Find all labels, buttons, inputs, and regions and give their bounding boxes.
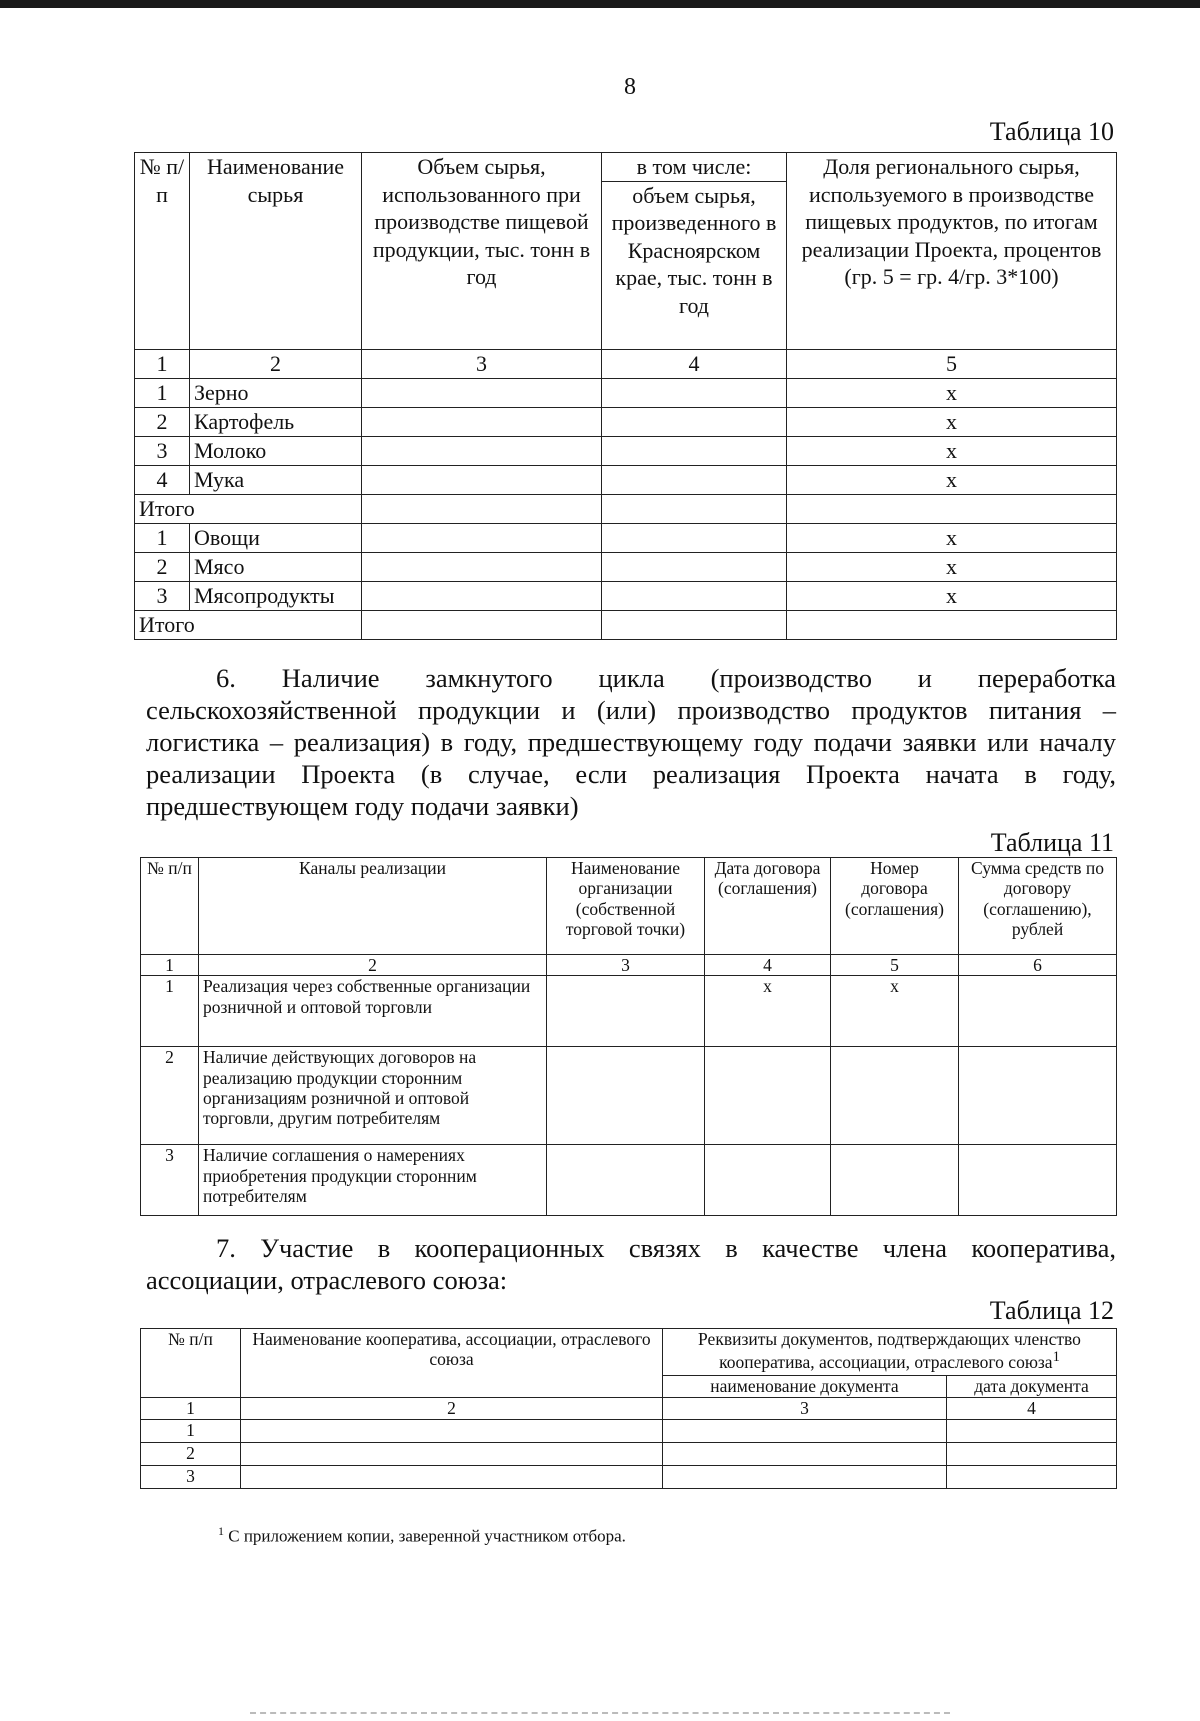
cell-doc-name [663,1420,947,1443]
t10-header-formula: (гр. 5 = гр. 4/гр. 3*100) [844,264,1059,289]
cell-volume [362,465,602,494]
total-label: Итого [135,610,362,639]
page-number: 8 [624,74,636,100]
footnote-mark: 1 [218,1524,224,1538]
row-number: 4 [135,465,190,494]
row-number: 3 [141,1145,199,1216]
cell-share: x [787,552,1117,581]
cell-volume [362,378,602,407]
section7-number: 7. [216,1233,236,1263]
t12-colnum: 1 [141,1398,241,1420]
table-row [135,436,1117,465]
cell-regional [602,407,787,436]
row-number: 1 [141,1420,241,1443]
t12-header-doc-name: наименование документа [663,1376,947,1398]
cell-name [241,1466,663,1489]
row-number: 3 [135,581,190,610]
t12-colnum: 4 [947,1398,1117,1420]
raw-material-name: Мясо [190,552,362,581]
table-row [135,378,1117,407]
cell-volume [362,407,602,436]
row-number: 1 [141,976,199,1047]
row-number: 2 [135,407,190,436]
cell-regional [602,523,787,552]
table-row [141,1047,1117,1145]
t11-colnum: 4 [705,955,831,976]
t10-colnum: 3 [362,349,602,378]
channel-text: Наличие действующих договоров на реализацию продукции сторонним организациям розничной и оптовой торговли, другим потребителям [199,1047,547,1145]
row-number: 3 [135,436,190,465]
cell-share: x [787,581,1117,610]
section7-paragraph [146,1232,1116,1296]
cell-regional [602,552,787,581]
raw-material-name: Мука [190,465,362,494]
cell-share [787,494,1117,523]
cell-doc-date [947,1420,1117,1443]
table-row [141,1420,1117,1443]
t10-header-incl: в том числе: [602,153,787,182]
footnote [218,1524,626,1547]
t11-colnum: 5 [831,955,959,976]
row-number: 1 [135,378,190,407]
table-row [135,552,1117,581]
section6-text: Наличие замкнутого цикла (производство и переработка сельскохозяйственной продукции и (или) производство продуктов питания – логистика – реализация) в году, предшествующему году подачи заявки или началу реализации Проекта (в случае, если реализация Проекта начата в году, предшествующем году подачи заявки) [146,663,1117,821]
cell-sum [959,976,1117,1047]
cell-date: x [705,976,831,1047]
raw-material-name: Картофель [190,407,362,436]
t11-header-date: Дата договора (соглашения) [705,858,831,955]
t10-header-num: № п/п [135,153,190,350]
row-number: 1 [135,523,190,552]
cell-number [831,1145,959,1216]
t12-header-doc-date: дата документа [947,1376,1117,1398]
total-row [135,494,1117,523]
raw-material-name: Овощи [190,523,362,552]
t10-header-share-text: Доля регионального сырья, используемого в производстве пищевых продуктов, по итогам реализации Проекта, процентов [801,154,1102,262]
cell-sum [959,1145,1117,1216]
t10-colnum: 2 [190,349,362,378]
t12-header-docs [663,1329,1117,1376]
cell-number: x [831,976,959,1047]
cell-doc-name [663,1466,947,1489]
channel-text: Наличие соглашения о намерениях приобретения продукции сторонним потребителям [199,1145,547,1216]
cell-share [787,610,1117,639]
cell-volume [362,436,602,465]
cell-org [547,976,705,1047]
t11-header-sum: Сумма средств по договору (соглашению), рублей [959,858,1117,955]
t11-colnum: 1 [141,955,199,976]
cell-volume [362,552,602,581]
cell-date [705,1145,831,1216]
table10 [134,152,1117,640]
row-number: 3 [141,1466,241,1489]
row-number: 2 [135,552,190,581]
cell-volume [362,494,602,523]
cell-share: x [787,378,1117,407]
cell-doc-date [947,1443,1117,1466]
row-number: 2 [141,1443,241,1466]
table-row [141,1466,1117,1489]
raw-material-name: Мясопродукты [190,581,362,610]
table11-caption: Таблица 11 [990,828,1114,857]
t12-colnum: 3 [663,1398,947,1420]
table-row [135,465,1117,494]
cell-sum [959,1047,1117,1145]
cell-doc-name [663,1443,947,1466]
cell-name [241,1420,663,1443]
t10-header-volume: Объем сырья, использованного при производстве пищевой продукции, тыс. тонн в год [362,153,602,350]
cell-doc-date [947,1466,1117,1489]
table-row [135,407,1117,436]
raw-material-name: Молоко [190,436,362,465]
t11-header-channels: Каналы реализации [199,858,547,955]
t12-colnum: 2 [241,1398,663,1420]
table12 [140,1328,1117,1489]
section6-paragraph [146,662,1116,822]
cell-regional [602,610,787,639]
t12-header-name: Наименование кооператива, ассоциации, отраслевого союза [241,1329,663,1398]
scan-top-edge [0,0,1200,8]
t11-colnum: 3 [547,955,705,976]
t10-header-regional: объем сырья, произведенного в Красноярском крае, тыс. тонн в год [602,181,787,349]
table11 [140,857,1117,1216]
cell-regional [602,581,787,610]
t11-colnum: 6 [959,955,1117,976]
cell-regional [602,494,787,523]
table-row [141,1443,1117,1466]
cell-volume [362,610,602,639]
t11-header-number: Номер договора (соглашения) [831,858,959,955]
t10-colnum: 1 [135,349,190,378]
section6-number: 6. [216,663,236,693]
channel-text: Реализация через собственные организации розничной и оптовой торговли [199,976,547,1047]
cell-regional [602,378,787,407]
table12-caption: Таблица 12 [989,1296,1114,1325]
total-label: Итого [135,494,362,523]
t11-header-org: Наименование организации (собственной торговой точки) [547,858,705,955]
cell-org [547,1145,705,1216]
row-number: 2 [141,1047,199,1145]
cell-volume [362,581,602,610]
raw-material-name: Зерно [190,378,362,407]
footnote-ref: 1 [1052,1349,1060,1366]
total-row [135,610,1117,639]
cell-share: x [787,407,1117,436]
table-row [141,1145,1117,1216]
table-row [141,976,1117,1047]
table10-caption: Таблица 10 [989,117,1114,146]
cell-regional [602,436,787,465]
t10-header-name: Наименование сырья [190,153,362,350]
t12-header-docs-text: Реквизиты документов, подтверждающих членство кооператива, ассоциации, отраслевого союза [698,1329,1081,1373]
cell-name [241,1443,663,1466]
t10-colnum: 5 [787,349,1117,378]
footnote-text: С приложением копии, заверенной участником отбора. [228,1526,626,1546]
t10-colnum: 4 [602,349,787,378]
cell-regional [602,465,787,494]
scan-bottom-artifact [250,1712,950,1716]
cell-share: x [787,465,1117,494]
table-row [135,523,1117,552]
cell-number [831,1047,959,1145]
cell-org [547,1047,705,1145]
section7-text: Участие в кооперационных связях в качестве члена кооператива, ассоциации, отраслевого союза: [146,1233,1116,1295]
table-row [135,581,1117,610]
t12-header-num: № п/п [141,1329,241,1398]
t10-header-share [787,153,1117,350]
t11-colnum: 2 [199,955,547,976]
t11-header-num: № п/п [141,858,199,955]
cell-share: x [787,436,1117,465]
cell-volume [362,523,602,552]
cell-date [705,1047,831,1145]
cell-share: x [787,523,1117,552]
